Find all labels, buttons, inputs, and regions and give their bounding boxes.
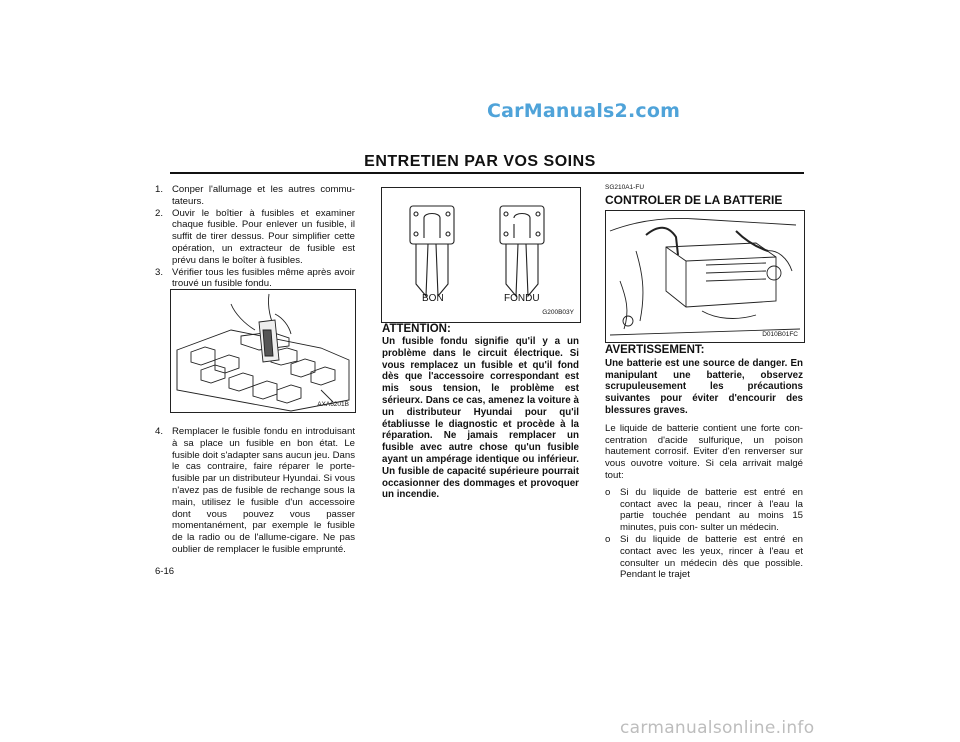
list-item <box>605 487 803 534</box>
step-item <box>155 184 355 208</box>
step-number: 3. <box>155 266 164 278</box>
battery-drawing <box>606 211 804 342</box>
fuse-comparison-illustration <box>381 187 581 323</box>
watermark-bottom[interactable]: carmanualsonline.info <box>620 718 815 738</box>
step-text: Remplacer le fusible fondu en introduisant à sa place un fusible en bon état. Le fusible doit s'adapter sans aucun jeu. Dans le cas contraire, faire réparer le porte-fusible par un distributeur Hyundai. Si vous n'avez pas de fusible de rechange sous la main, utilisez le fusible d'un accessoire dont vous pouvez vous passer momentanément, par exemple le fusible de la radio ou de l'allume-cigare. Ne pas oublier de remplacer le fusible emprunté. <box>172 426 355 555</box>
warning-heading: AVERTISSEMENT: <box>605 344 705 356</box>
step-text: Ouvir le boîtier à fusibles et examiner chaque fusible. Pour enlever un fusible, il suffit de tirer dessus. Pour simplifier cette opération, un extracteur de fusible est prévu dans le boîter à fusibles. <box>172 207 355 266</box>
figure-code: D010B01FC <box>762 331 798 338</box>
attention-heading: ATTENTION: <box>382 323 451 335</box>
battery-paragraph: Le liquide de batterie contient une forte con- centration d'acide sulfurique, un poison hautement corrosif. Eviter d'en renverser sur vous ouvotre voiture. Si cela arrivait malgé tout: <box>605 422 803 481</box>
precaution-list <box>605 487 803 581</box>
step-number: 1. <box>155 184 164 195</box>
figure-code: AXA6201B <box>317 401 349 408</box>
step-item <box>155 208 355 267</box>
header-rule <box>170 172 804 174</box>
fuse-box-illustration <box>170 289 356 413</box>
page-title: ENTRETIEN PAR VOS SOINS <box>364 153 596 170</box>
step-text: Vérifier tous les fusibles même après avoir trouvé un fusible fondu. <box>172 266 355 290</box>
label-good: BON <box>422 293 444 304</box>
bullet-text: Si du liquide de batterie est entré en contact avec les yeux, rincer à l'eau et consulter un médecin dès que possible. Pendant le trajet <box>620 533 803 581</box>
figure-code: G200B03Y <box>542 309 574 316</box>
section-title: CONTROLER DE LA BATTERIE <box>605 193 783 207</box>
column-1-top <box>155 184 355 290</box>
step-text: Conper l'allumage et les autres commu- tateurs. <box>172 184 355 207</box>
steps-list-b <box>155 426 355 556</box>
bullet-mark: o <box>605 486 611 498</box>
step-item <box>155 426 355 556</box>
list-item <box>605 534 803 581</box>
battery-warning-section <box>605 345 803 581</box>
step-number: 2. <box>155 207 164 219</box>
fuse-box-drawing <box>171 290 355 412</box>
bullet-text: Si du liquide de batterie est entré en contact avec la peau, rincer à l'eau la partie touchée pendant au moins 15 minutes, puis con- sulter un médecin. <box>620 486 803 534</box>
warning-text: Une batterie est une source de danger. En manipulant une batterie, observez scrupuleusement les précautions suivantes pour éviter d'encourir des blessures graves. <box>605 357 803 416</box>
battery-illustration <box>605 210 805 343</box>
step-number: 4. <box>155 426 164 437</box>
section-code: SG210A1-FU <box>605 184 645 191</box>
label-blown: FONDU <box>504 293 540 304</box>
fuse-drawing <box>382 188 580 322</box>
column-1-bottom <box>155 426 355 556</box>
attention-box <box>382 323 579 501</box>
watermark-top[interactable]: CarManuals2.com <box>487 100 681 122</box>
attention-text: Un fusible fondu signifie qu'il y a un problème dans le circuit électrique. Si vous remplacez un fusible et qu'il fond dès que l'accessoire correspondant est mis sous tension, le problème est sérieurx. Dans ce cas, amenez la voiture à un distributeur Hyundai pour qu'il établiusse le diagnostic et procède à la réparation. Ne jamais remplacer un fusible avec autre chose qu'un fusible ayant un ampérage identique ou inférieur. Un fusible de capacité supérieure pourrait occasionner des dommages et provoquer un incendie. <box>382 336 579 501</box>
steps-list-a <box>155 184 355 290</box>
bullet-mark: o <box>605 533 611 545</box>
step-item <box>155 267 355 291</box>
page-number: 6-16 <box>155 566 175 577</box>
